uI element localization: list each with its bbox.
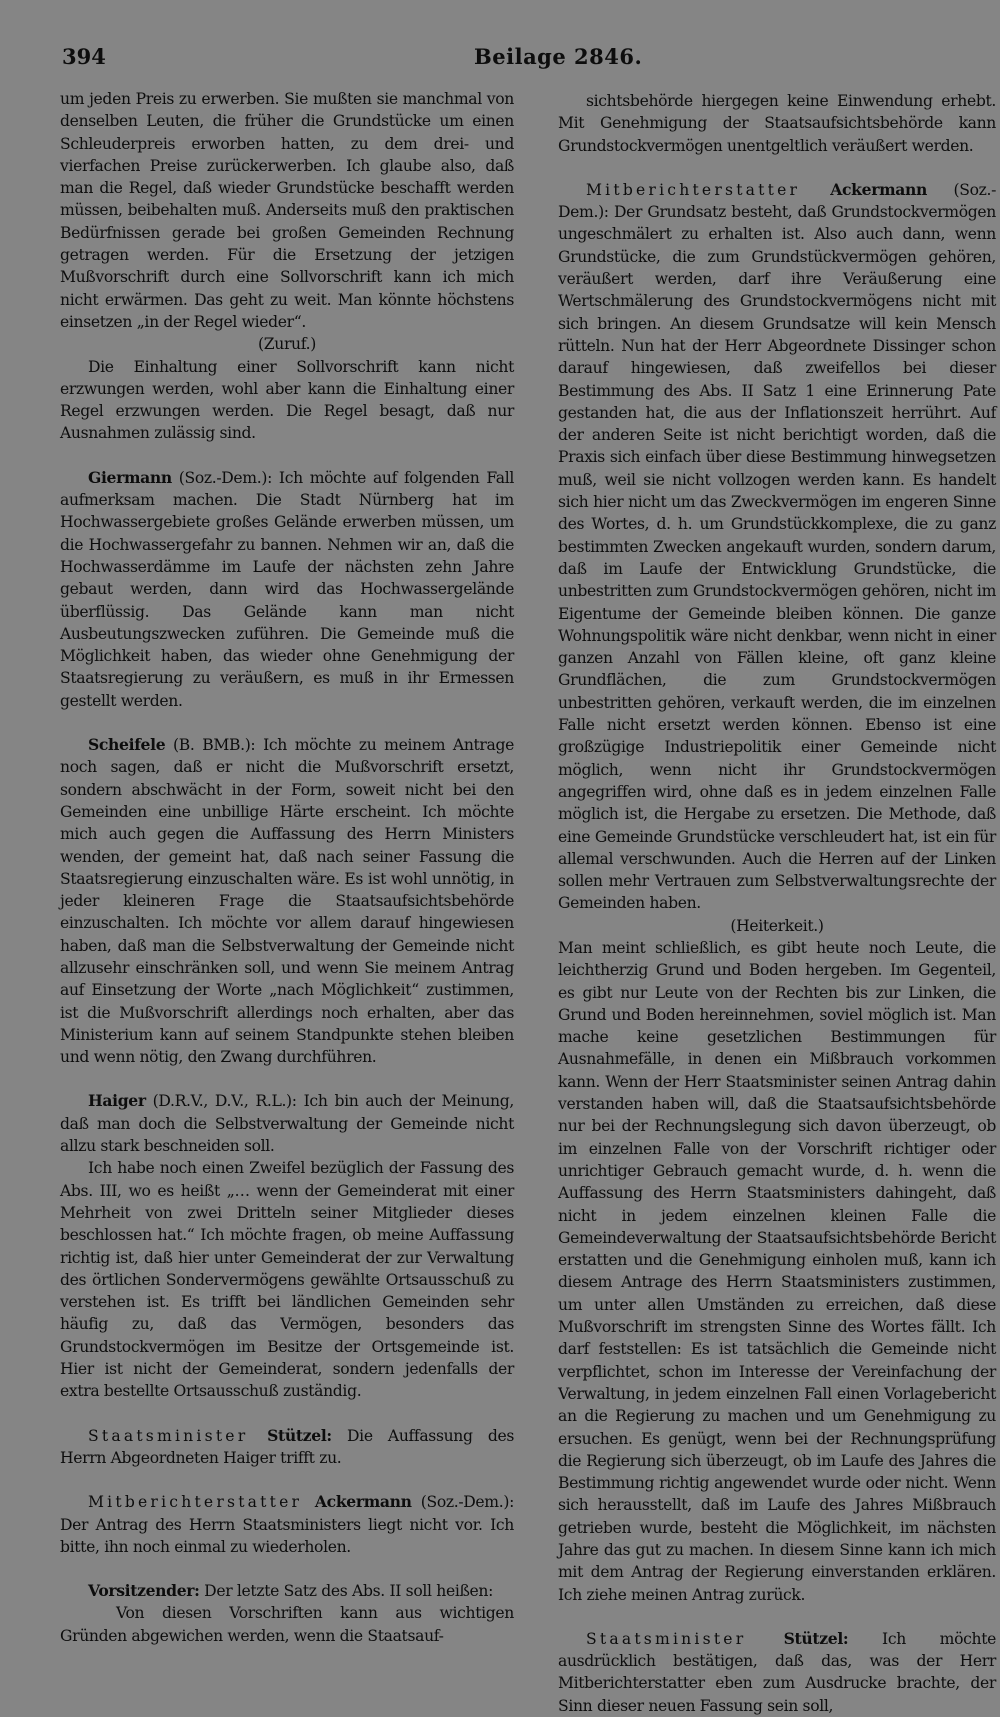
interjection: (Zuruf.)	[258, 335, 316, 354]
speech-ackermann	[60, 1491, 514, 1558]
speaker-name: Vorsitzender:	[88, 1581, 200, 1601]
speech-stuetzel	[60, 1425, 514, 1470]
speech-text: Der letzte Satz des Abs. II soll heißen:	[199, 1582, 494, 1601]
speech-giermann	[60, 467, 514, 712]
left-column	[60, 88, 514, 1647]
speaker-name: Scheifele	[88, 735, 166, 755]
speaker-role: Staatsminister	[88, 1426, 268, 1445]
speech-text: (Soz.-Dem.): Der Grundsatz besteht, daß Grundstockvermögen ungeschmälert zu erhalten ist. Also auch dann, wenn Grundstücke, die zum Grundstückvermögen gehören, veräußert werden, darf ihre Veräußerung eine Wertschmälerung des Grundstockvermögens nicht mit sich bringen. An diesem Grundsatze will kein Mensch rütteln. Nun hat der Herr Abgeordnete Dissinger schon darauf hingewiesen, daß zweifellos bei dieser Bestimmung des Abs. II Satz 1 eine Erinnerung Pate gestanden hat, die aus der Inflationszeit herrührt. Auf der anderen Seite ist nicht berichtigt worden, daß die Praxis sich einfach über diese Bestimmung hinwegsetzen muß, weil sie nicht vollzogen werden kann. Es handelt sich hier nicht um das Zweckvermögen im engeren Sinne des Wortes, d. h. um Grundstückkomplexe, die zu ganz bestimmten Zwecken angekauft wurden, sondern darum, daß im Laufe der Entwicklung Grundstücke, die unbestritten zum Grundstockvermögen gehören, nicht im Eigentume der Gemeinde bleiben können. Die ganze Wohnungspolitik wäre nicht denkbar, wenn nicht in einer ganzen Anzahl von Fällen kleine, oft ganz kleine Grundflächen, die zum Grundstockvermögen unbestritten gehören, verkauft werden, die im einzelnen Falle nicht ersetzt werden können. Ebenso ist eine großzügige Industriepolitik einer Gemeinde nicht möglich, wenn nicht ihr Grundstockvermögen angegriffen wird, ohne daß es in jedem einzelnen Falle möglich ist, die Hergabe zu ersetzen. Die Methode, daß eine Gemeinde Grundstücke verschleudert hat, ist ein für allemal verschwunden. Auch die Herren auf der Linken sollen mehr Vertrauen zum Selbstverwaltungsrechte der Gemeinden haben.	[558, 180, 997, 913]
speech-text: (Soz.-Dem.): Ich möchte auf folgenden Fall aufmerksam machen. Die Stadt Nürnberg hat im Hochwassergebiete großes Gelände erwerben müssen, um die Hochwassergefahr zu bannen. Nehmen wir an, daß die Hochwasserdämme im Laufe der nächsten zehn Jahre gebaut werden, dann wird das Hochwassergelände überflüssig. Das Gelände kann man nicht Ausbeutungszwecken zuführen. Die Gemeinde muß die Möglichkeit haben, das wieder ohne Genehmigung der Staatsregierung zu veräußern, es muß in ihr Ermessen gestellt werden.	[60, 468, 514, 710]
speech-scheifele	[60, 734, 514, 1068]
speaker-name: Stützel:	[267, 1425, 332, 1445]
speech-text: (B. BMB.): Ich möchte zu meinem Antrage noch sagen, daß er nicht die Mußvorschrift ersetzt, sondern abschwächt in der Form, soweit nicht bei den Gemeinden eine unbillige Härte erscheint. Ich möchte mich auch gegen die Auffassung des Herrn Ministers wenden, der gemeint hat, daß nach seiner Fassung die Staatsregierung einzuschalten wäre. Es ist wohl unnötig, in jeder kleineren Frage die Staatsaufsichtsbehörde einzuschalten. Ich möchte vor allem darauf hingewiesen haben, daß man die Selbstverwaltung der Gemeinde nicht allzusehr einschränken soll, und wenn Sie meinem Antrag auf Einsetzung der Worte „nach Möglichkeit“ zustimmen, ist die Mußvorschrift allerdings noch erhalten, aber das Ministerium kann auf seinem Standpunkte stehen bleiben und wenn nötig, den Zwang durchführen.	[60, 736, 514, 1067]
speech-text: (Soz.-Dem.): Der Antrag des Herrn Staatsministers liegt nicht vor. Ich bitte, ihn noch einmal zu wiederholen.	[60, 1493, 514, 1556]
paragraph: um jeden Preis zu erwerben. Sie mußten sie manchmal von denselben Leuten, die früher die Grundstücke um einen Schleuderpreis erworben hatten, zu dem drei- und vierfachen Preise zurückerwerben. Ich glaube also, daß man die Regel, daß wieder Grundstücke beschafft werden müssen, beibehalten muß. Anderseits muß den praktischen Bedürfnissen gerade bei großen Gemeinden Rechnung getragen werden. Für die Ersetzung der jetzigen Mußvorschrift durch eine Sollvorschrift kann ich mich nicht erwärmen. Das geht zu weit. Man könnte höchstens einsetzen „in der Regel wieder“.	[60, 90, 514, 331]
quoted-text: Von diesen Vorschriften kann aus wichtigen Gründen abgewichen werden, wenn die Staatsauf-	[60, 1604, 514, 1645]
speech-stuetzel	[558, 1628, 996, 1717]
speech-vorsitzender	[60, 1580, 514, 1602]
paragraph: Die Einhaltung einer Sollvorschrift kann nicht erzwungen werden, wohl aber kann die Einhaltung einer Regel erzwungen werden. Die Regel besagt, daß nur Ausnahmen zulässig sind.	[60, 357, 514, 443]
speaker-name: Ackermann	[830, 179, 927, 199]
speech-text: Ich möchte ausdrücklich bestätigen, daß das, was der Herr Mitberichterstatter eben zum Ausdrucke brachte, der Sinn dieser neuen Fassung sein soll,	[558, 1629, 996, 1715]
speaker-role: Staatsminister	[586, 1629, 784, 1648]
speech-text: Die Auffassung des Herrn Abgeordneten Haiger trifft zu.	[60, 1426, 514, 1467]
speech-haiger	[60, 1090, 514, 1157]
speaker-name: Haiger	[88, 1091, 146, 1111]
paragraph: Ich habe noch einen Zweifel bezüglich der Fassung des Abs. III, wo es heißt „… wenn der Gemeinderat mit einer Mehrheit von zwei Dritteln seiner Mitglieder dieses beschlossen hat.“ Ich möchte fragen, ob meine Auffassung richtig ist, daß hier unter Gemeinderat der zur Verwaltung des örtlichen Sondervermögens gewählte Ortsausschuß zu verstehen ist. Es trifft bei ländlichen Gemeinden sehr häufig zu, daß das Vermögen, besonders das Grundstockvermögen im Besitze der Ortsgemeinde ist. Hier ist nicht der Gemeinderat, sondern jedenfalls der extra bestellte Ortsausschuß zuständig.	[60, 1159, 514, 1401]
speaker-role: Mitberichterstatter	[586, 180, 831, 199]
page-title: Beilage 2846.	[474, 44, 643, 69]
interjection: (Heiterkeit.)	[730, 916, 824, 935]
page-number: 394	[62, 44, 106, 69]
speaker-name: Stützel:	[783, 1628, 849, 1648]
speech-ackermann	[558, 179, 996, 915]
speaker-name: Giermann	[88, 467, 172, 487]
speaker-role: Mitberichterstatter	[88, 1493, 315, 1512]
right-column	[558, 90, 996, 1717]
speech-text: (D.R.V., D.V., R.L.): Ich bin auch der Meinung, daß man doch die Selbstverwaltung der Gemeinde nicht allzu stark beschneiden soll.	[60, 1092, 514, 1156]
paragraph: sichtsbehörde hiergegen keine Einwendung erhebt. Mit Genehmigung der Staatsaufsichtsbehörde kann Grundstockvermögen unentgeltlich veräußert werden.	[558, 92, 996, 155]
paragraph: Man meint schließlich, es gibt heute noch Leute, die leichtherzig Grund und Boden hergeben. Im Gegenteil, es gibt nur Leute von der Rechten bis zur Linken, die Grund und Boden hereinnehmen, soviel möglich ist. Man mache keine gesetzlichen Bestimmungen für Ausnahmefälle, in denen ein Mißbrauch vorkommen kann. Wenn der Herr Staatsminister seinen Antrag dahin verstanden haben will, daß die Staatsaufsichtsbehörde nur bei der Rechnungslegung sich davon überzeugt, ob im einzelnen Falle von der Vorschrift richtiger oder unrichtiger Gebrauch gemacht wurde, d. h. wenn die Auffassung des Herrn Staatsministers dahingeht, daß nicht in jedem einzelnen kleinen Falle die Gemeindeverwaltung der Staatsaufsichtsbehörde Bericht erstatten und die Genehmigung einholen muß, kann ich diesem Antrage des Herrn Staatsministers zustimmen, um unter allen Umständen zu erreichen, daß diese Mußvorschrift im strengsten Sinne des Wortes fällt. Ich darf feststellen: Es ist tatsächlich die Gemeinde nicht verpflichtet, schon im Interesse der Vereinfachung der Verwaltung, in jedem einzelnen Fall einen Vorlagebericht an die Regierung zu machen und um Genehmigung zu ersuchen. Es genügt, wenn bei der Rechnungsprüfung die Regierung sich überzeugt, ob im Laufe des Jahres die Bestimmung richtig angewendet wurde oder nicht. Wenn sich herausstellt, daß im Laufe des Jahres Mißbrauch getrieben wurde, besteht die Möglichkeit, im nächsten Jahre das gut zu machen. In diesem Sinne kann ich mich mit dem Antrag der Regierung einverstanden erklären. Ich ziehe meinen Antrag zurück.	[558, 938, 996, 1604]
speaker-name: Ackermann	[314, 1492, 412, 1512]
